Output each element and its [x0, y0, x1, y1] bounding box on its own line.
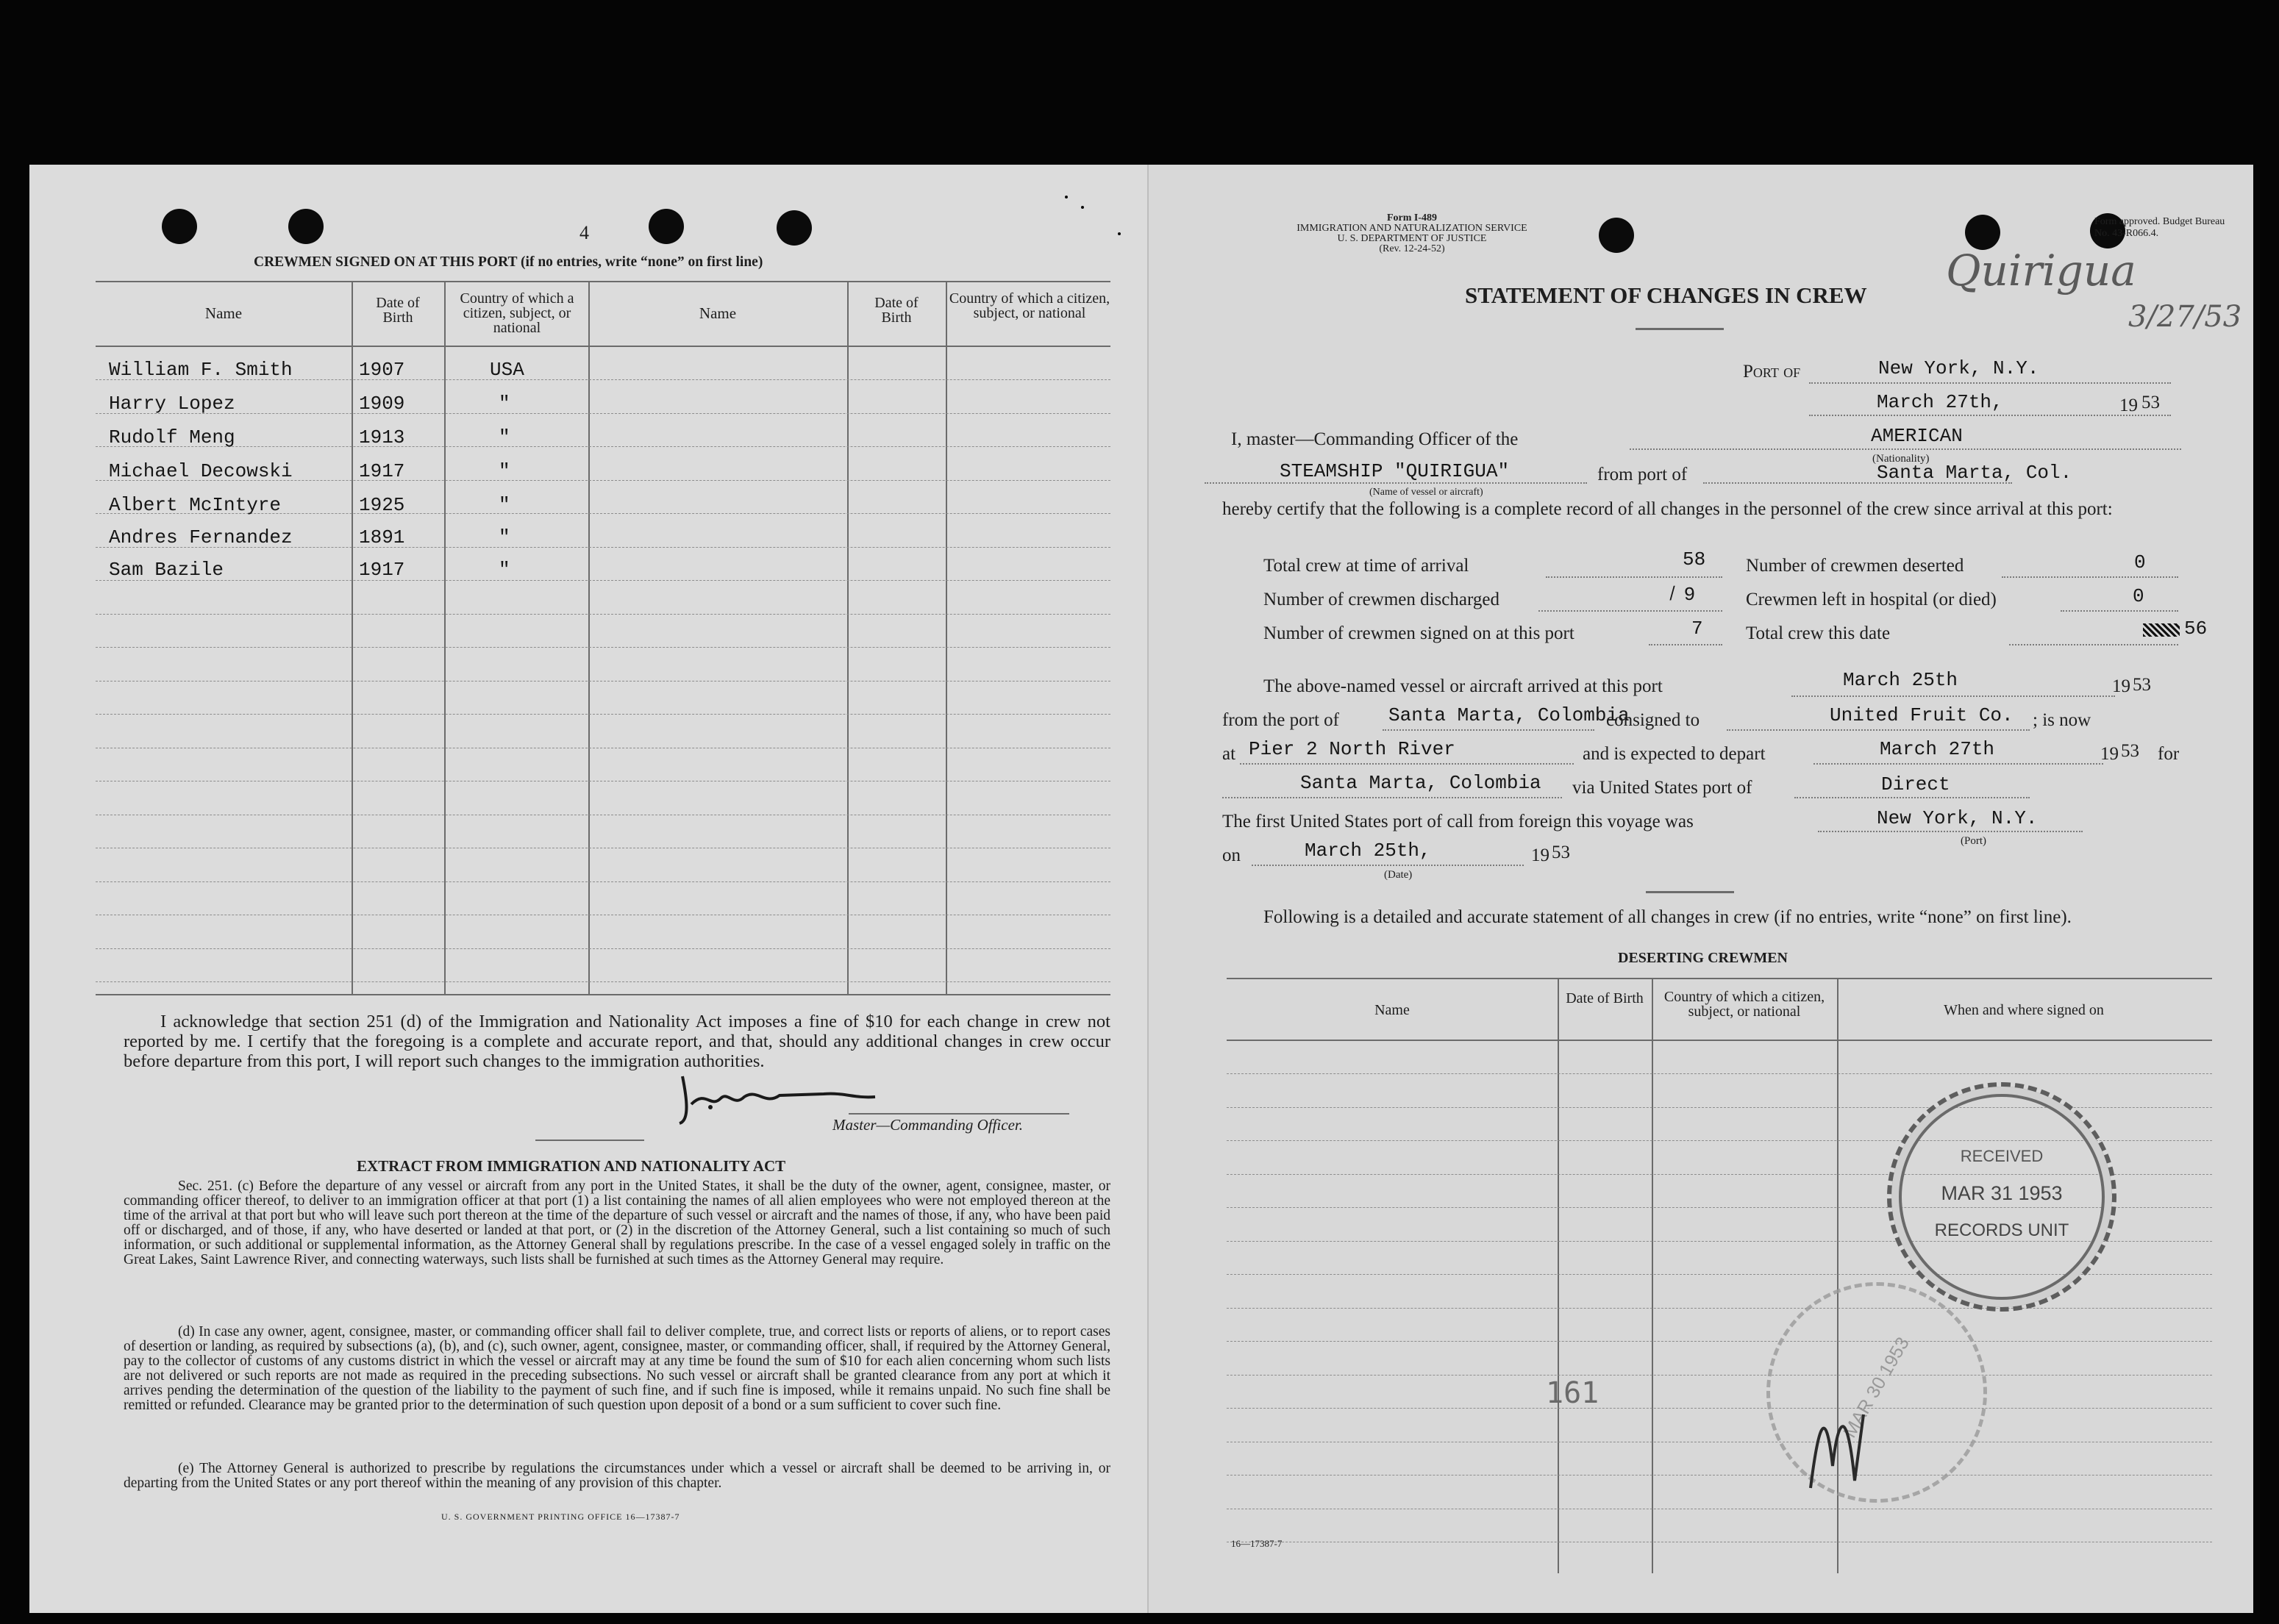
budget-approval: Form approved. Budget Bureau No. 43-R066.4.	[2094, 216, 2225, 239]
table-rule	[847, 281, 849, 994]
punch-hole	[1599, 218, 1634, 253]
punch-hole	[1965, 215, 2000, 250]
table-rule	[444, 281, 446, 994]
crew-dob: 1907	[359, 359, 405, 381]
form-header	[1228, 213, 1596, 254]
table-rule	[1227, 978, 2212, 979]
printer-imprint: U. S. GOVERNMENT PRINTING OFFICE 16—17387-7	[441, 1512, 680, 1522]
row-rule	[1227, 1408, 2212, 1409]
total-date-value: 56	[2184, 618, 2208, 640]
speck	[1118, 232, 1121, 235]
form-number: Form I-489	[1386, 212, 1438, 223]
following-text: Following is a detailed and accurate statement of all changes in crew (if no entries, write “none” on first line).	[1263, 907, 2072, 927]
year-prefix: 19	[1531, 845, 1549, 865]
fill-line	[1205, 482, 1587, 484]
deserting-header-dob: Date of Birth	[1566, 990, 1644, 1006]
column-header-dob-2: Date of Birth	[874, 295, 919, 326]
fill-line	[1222, 797, 1562, 798]
via-value: Direct	[1881, 773, 1950, 795]
row-rule	[96, 714, 1110, 715]
crew-country: "	[499, 393, 510, 415]
vessel-caption: (Name of vessel or aircraft)	[1369, 487, 1483, 498]
at-value: Pier 2 North River	[1249, 738, 1455, 760]
row-rule	[96, 413, 1110, 414]
from-port-label: from port of	[1597, 465, 1688, 484]
year-prefix: 19	[2100, 744, 2119, 764]
consigned-value: United Fruit Co.	[1830, 704, 2014, 726]
row-rule	[96, 681, 1110, 682]
crew-country: "	[499, 494, 510, 516]
hospital-value: 0	[2133, 585, 2144, 607]
arrived-date: March 25th	[1843, 669, 1958, 691]
fill-line	[1727, 729, 2030, 731]
official-initials	[1796, 1385, 1899, 1503]
extract-section-c: Sec. 251. (c) Before the departure of any vessel or aircraft from any port in the United States, it shall be the duty of the owner, agent, consignee, master, or commanding officer thereof, to deliver to an immigration officer at that port (1) a list containing the names of all alien employees who were not employed thereon at the time of the arrival at that port but who will leave such port thereon at the time of the departure of such vessel or aircraft and the names of those, if any, who have been paid off or discharged, and of those, if any, who have deserted or landed at that port, or (2) in the discretion of the Attorney General, such a list containing so much of such information, or such additional or supplemental information, as the Attorney General shall by regulations prescribe. In the case of a vessel engaged solely in traffic on the Great Lakes, Saint Lawrence River, and connecting waterways, such lists shall be furnished at such times as the Attorney General may require.	[124, 1178, 1110, 1267]
fill-line	[1794, 797, 2030, 798]
total-date-label: Total crew this date	[1746, 623, 1891, 643]
depart-label: and is expected to depart	[1583, 744, 1766, 764]
certify-text: hereby certify that the following is a complete record of all changes in the personnel of the crew since arrival at this port:	[1222, 499, 2113, 519]
crew-name: Andres Fernandez	[109, 526, 293, 548]
fill-line	[1791, 695, 2115, 697]
crew-dob: 1909	[359, 393, 405, 415]
on-label: on	[1222, 845, 1241, 865]
speck	[1081, 206, 1084, 209]
crew-name: Rudolf Meng	[109, 426, 235, 448]
port-caption: (Port)	[1961, 835, 1986, 847]
punch-hole	[649, 209, 684, 244]
table-rule	[96, 281, 1110, 282]
fill-line	[1630, 448, 2181, 450]
fill-line	[2009, 644, 2178, 645]
row-rule	[1227, 1073, 2212, 1074]
received-stamp	[1887, 1082, 2116, 1312]
row-rule	[1227, 1375, 2212, 1376]
row-rule	[1227, 1341, 2212, 1342]
signed-on-label: Number of crewmen signed on at this port	[1263, 623, 1574, 643]
section-title: CREWMEN SIGNED ON AT THIS PORT (if no entries, write “none” on first line)	[254, 254, 763, 270]
crew-country: "	[499, 526, 510, 548]
stamp-received-text: RECEIVED	[1960, 1147, 2044, 1165]
first-port-value: New York, N.Y.	[1877, 807, 2038, 829]
discharged-value: ̸ 9	[1672, 584, 1696, 606]
date-caption: (Date)	[1384, 869, 1413, 881]
fill-line	[1809, 382, 2171, 384]
port-label: Port of	[1743, 362, 1801, 382]
handwritten-vessel-name: Quirigua	[1946, 246, 2136, 296]
table-rule	[946, 281, 947, 994]
department-name: U. S. DEPARTMENT OF JUSTICE	[1337, 233, 1487, 244]
depart-date: March 27th	[1880, 738, 1995, 760]
crew-dob: 1917	[359, 559, 405, 581]
printer-imprint: 16—17387-7	[1231, 1538, 1283, 1549]
punch-hole	[162, 209, 197, 244]
on-date: March 25th,	[1305, 840, 1431, 862]
destination-value: Santa Marta, Colombia	[1300, 772, 1541, 794]
crew-dob: 1891	[359, 526, 405, 548]
row-rule	[96, 614, 1110, 615]
column-header-name-2: Name	[699, 304, 737, 322]
row-rule	[96, 446, 1110, 447]
nationality-value: AMERICAN	[1871, 425, 1963, 447]
deserting-title: DESERTING CREWMEN	[1618, 950, 1788, 966]
extract-section-d: (d) In case any owner, agent, consignee, master, or commanding officer shall fail to deliver complete, true, and correct lists or reports of aliens, or to report cases of desertion or landing, as required by subsections (a), (b), and (c), such owner, agent, consignee, master, or commanding officer, shall, if required by the Attorney General, pay to the collector of customs of any customs district in which the vessel or aircraft may at any time be found the sum of $10 for each alien concerning whom such lists are not delivered or such reports are not made as required in the preceding subsections. No such vessel or aircraft shall be granted clearance from any port at which it arrives pending the determination of the question of the liability to the payment of such fine, and if such fine is imposed, while it remains unpaid. No such fine shall be remitted or refunded. Clearance may be granted prior to the determination of such question upon deposit of a bond or a sum sufficient to cover such fine.	[124, 1324, 1110, 1413]
crew-dob: 1925	[359, 494, 405, 516]
crew-name: William F. Smith	[109, 359, 293, 381]
punch-hole	[777, 210, 812, 246]
fill-line	[1240, 763, 1574, 765]
fill-line	[1649, 644, 1722, 645]
from-port-value: Santa Marta, Col.	[1877, 462, 2072, 484]
agency-name: IMMIGRATION AND NATURALIZATION SERVICE	[1297, 223, 1527, 234]
from-value: Santa Marta, Colombia	[1388, 704, 1630, 726]
crew-name: Albert McIntyre	[109, 494, 282, 516]
table-rule	[1652, 978, 1653, 1573]
signed-on-value: 7	[1691, 618, 1703, 640]
fill-line	[1383, 729, 1594, 731]
form-title: STATEMENT OF CHANGES IN CREW	[1465, 282, 1867, 308]
year-prefix: 19	[2119, 396, 2138, 415]
row-rule	[1227, 1308, 2212, 1309]
crew-name: Sam Bazile	[109, 559, 224, 581]
fill-line	[1252, 865, 1524, 866]
master-label: I, master—Commanding Officer of the	[1231, 429, 1519, 449]
row-rule	[96, 647, 1110, 648]
speck	[1065, 196, 1068, 198]
nationality-caption: (Nationality)	[1872, 453, 1930, 465]
column-header-country: Country of which a citizen, subject, or national	[460, 290, 574, 336]
total-crew-label: Total crew at time of arrival	[1263, 556, 1469, 576]
deserted-label: Number of crewmen deserted	[1746, 556, 1964, 576]
row-rule	[96, 580, 1110, 581]
acknowledgement-text: I acknowledge that section 251 (d) of the Immigration and Nationality Act imposes a fine of $10 for each change in crew not reported by me. I certify that the foregoing is a complete and accurate report, and that, should any additional changes in crew occur before departure from this port, I will report such changes to the immigration authorities.	[124, 1012, 1110, 1071]
table-rule	[352, 281, 353, 994]
discharged-label: Number of crewmen discharged	[1263, 590, 1499, 609]
extract-title: EXTRACT FROM IMMIGRATION AND NATIONALITY ACT	[357, 1157, 786, 1175]
crew-dob: 1917	[359, 460, 405, 482]
deserted-value: 0	[2134, 551, 2146, 573]
page-number: 4	[579, 222, 589, 243]
row-rule	[96, 881, 1110, 882]
punch-hole	[288, 209, 324, 244]
hospital-label: Crewmen left in hospital (or died)	[1746, 590, 1997, 609]
table-rule	[96, 994, 1110, 995]
total-crew-value: 58	[1683, 548, 1706, 570]
deserting-header-when-where: When and where signed on	[1944, 1002, 2104, 1018]
table-rule	[1227, 1040, 2212, 1041]
crew-country: "	[499, 426, 510, 448]
column-header-dob: Date of Birth	[376, 295, 420, 326]
port-value: New York, N.Y.	[1878, 357, 2039, 379]
deserting-header-name: Name	[1374, 1002, 1410, 1018]
signature-rule	[535, 1140, 644, 1141]
table-rule	[96, 346, 1110, 347]
stamp-unit: RECORDS UNIT	[1934, 1220, 2069, 1240]
faint-number: 161	[1546, 1376, 1599, 1410]
from-label: from the port of	[1222, 710, 1339, 730]
report-date: March 27th,	[1877, 391, 2003, 413]
title-rule	[1636, 328, 1724, 330]
for-label: for	[2158, 744, 2180, 764]
column-header-country-2: Country of which a citizen, subject, or national	[949, 290, 1110, 321]
crew-country: "	[499, 559, 510, 581]
row-rule	[96, 981, 1110, 982]
signature-caption: Master—Commanding Officer.	[832, 1116, 1023, 1134]
vessel-name: STEAMSHIP "QUIRIGUA"	[1280, 460, 1510, 482]
crew-name: Harry Lopez	[109, 393, 235, 415]
signature-rule	[849, 1113, 1069, 1115]
faded-stamp-date: MAR 30 1953	[1839, 1334, 1914, 1442]
report-year: 53	[2141, 393, 2160, 412]
crew-country: USA	[490, 359, 524, 381]
deserting-header-country: Country of which a citizen, subject, or national	[1663, 989, 1825, 1020]
at-label: at	[1222, 744, 1236, 764]
stamp-date: MAR 31 1953	[1941, 1182, 2063, 1204]
year-prefix: 19	[2112, 676, 2130, 696]
arrived-label: The above-named vessel or aircraft arrived at this port	[1263, 676, 1663, 696]
row-rule	[96, 948, 1110, 949]
table-rule	[588, 281, 590, 994]
fill-line	[1538, 610, 1722, 612]
crew-country: "	[499, 460, 510, 482]
crew-dob: 1913	[359, 426, 405, 448]
struck-out-value	[2143, 623, 2180, 637]
right-page	[1147, 165, 2253, 1613]
consigned-label: consigned to	[1606, 710, 1700, 730]
on-year: 53	[1552, 843, 1570, 862]
crew-name: Michael Decowski	[109, 460, 293, 482]
left-page	[29, 165, 1151, 1613]
form-revision: (Rev. 12-24-52)	[1379, 243, 1445, 254]
arrived-year: 53	[2133, 675, 2151, 695]
fill-line	[1546, 576, 1722, 578]
via-label: via United States port of	[1572, 778, 1752, 798]
depart-year: 53	[2121, 741, 2139, 761]
fill-line	[1809, 415, 2171, 416]
first-port-label: The first United States port of call from foreign this voyage was	[1222, 812, 1694, 831]
extract-section-e: (e) The Attorney General is authorized to prescribe by regulations the circumstances under which a vessel or aircraft shall be deemed to be arriving in, or departing from the United States or any port thereof within the meaning of any provision of this chapter.	[124, 1461, 1110, 1491]
fill-line	[1813, 763, 2103, 765]
fill-line	[2002, 576, 2178, 578]
is-now-label: ; is now	[2033, 710, 2091, 730]
fill-line	[2061, 610, 2178, 612]
table-rule	[1558, 978, 1559, 1573]
section-rule	[1646, 891, 1734, 893]
fill-line	[1818, 831, 2083, 832]
handwritten-date: 3/27/53	[2128, 300, 2242, 334]
column-header-name: Name	[204, 304, 243, 322]
